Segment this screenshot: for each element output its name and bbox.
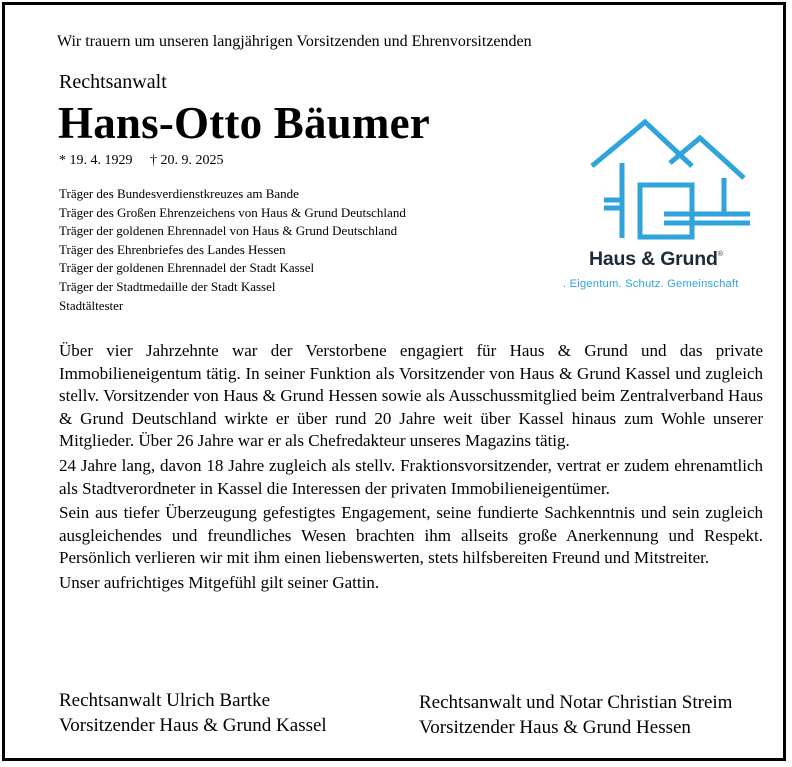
logo-name-text: Haus & Grund: [589, 248, 718, 270]
honor-item: Stadtältester: [59, 297, 124, 313]
obituary-body: [59, 340, 763, 597]
signatory-role: Vorsitzender Haus & Grund Hessen: [419, 717, 691, 738]
honor-item: Träger der goldenen Ehrennadel von Haus & Grund Deutschland: [59, 223, 398, 239]
deceased-name: Hans-Otto Bäumer: [58, 98, 430, 148]
logo-wordmark: [589, 248, 723, 271]
honor-item: Träger der goldenen Ehrennadel der Stadt Kassel: [59, 260, 315, 276]
birth-date: * 19. 4. 1929: [59, 153, 133, 168]
signatory-role: Vorsitzender Haus & Grund Kassel: [59, 715, 327, 736]
body-paragraph: Über vier Jahrzehnte war der Verstorbene engagiert für Haus & Grund und das private Immobilieneigentum tätig. In seiner Funktion als Vorsitzender von Haus & Grund Kassel und zugleich stellv. Vorsitzender von Haus & Grund Hessen sowie als Ausschussmitglied beim Zentralverband Haus & Grund Deutschland wirkte er über rund 20 Jahre weit über Kassel hinaus zum Wohle unserer Mitglieder. Über 26 Jahre war er als Chefredakteur unseres Magazins tätig.: [59, 341, 763, 451]
honor-item: Träger der Stadtmedaille der Stadt Kassel: [59, 278, 276, 294]
registered-mark: ®: [717, 251, 723, 258]
death-date: † 20. 9. 2025: [150, 153, 224, 168]
logo-tagline: . Eigentum. Schutz. Gemeinschaft: [563, 278, 739, 290]
signature-right: [419, 690, 732, 740]
signatory-name: Rechtsanwalt Ulrich Bartke: [59, 690, 271, 711]
honors-list: [59, 185, 406, 315]
signatory-name: Rechtsanwalt und Notar Christian Streim: [419, 692, 733, 713]
body-paragraph: Unser aufrichtiges Mitgefühl gilt seiner Gattin.: [59, 572, 380, 592]
body-paragraph: 24 Jahre lang, davon 18 Jahre zugleich als stellv. Fraktionsvorsitzender, vertrat er zudem ehrenamtlich als Stadtverordneter in Kassel die Interessen der privaten Immobilieneigentümer.: [59, 455, 763, 498]
intro-line: Wir trauern um unseren langjährigen Vorsitzenden und Ehrenvorsitzenden: [57, 33, 532, 50]
honor-item: Träger des Großen Ehrenzeichens von Haus & Grund Deutschland: [59, 204, 406, 220]
house-outline-icon: [560, 118, 770, 298]
honor-item: Träger des Bundesverdienstkreuzes am Bande: [59, 186, 299, 201]
honor-item: Träger des Ehrenbriefes des Landes Hessen: [59, 241, 286, 257]
signature-left: [59, 688, 327, 738]
name-title-prefix: Rechtsanwalt: [59, 71, 167, 93]
body-paragraph: Sein aus tiefer Überzeugung gefestigtes Engagement, seine fundierte Sachkenntnis und sein zugleich ausgleichendes und freundliches Wesen brachten ihm allseits große Anerkennung und Respekt. Persönlich verlieren wir mit ihm einen liebenswerten, stets hilfsbereiten Freund und Mitstreiter.: [59, 503, 763, 568]
life-dates: [59, 153, 224, 169]
